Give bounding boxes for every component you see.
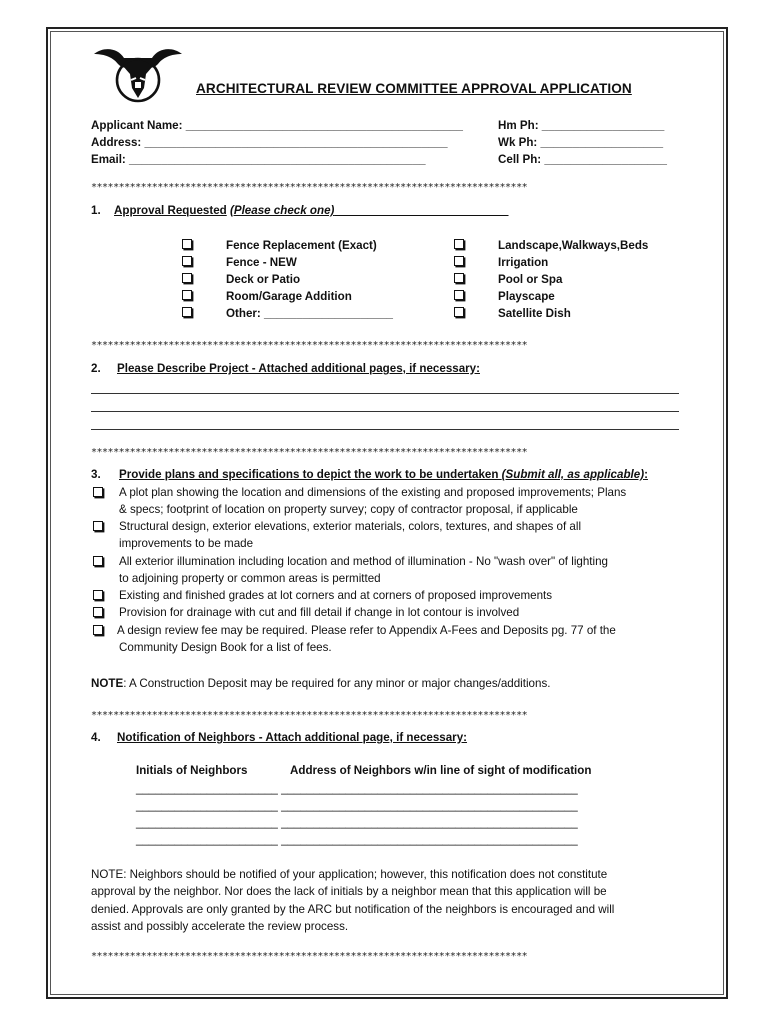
requirement-line: Existing and finished grades at lot corners and at corners of proposed improvements	[119, 589, 553, 602]
option-label: Landscape,Walkways,Beds	[498, 239, 649, 252]
requirement-line: to adjoining property or common areas is permitted	[119, 572, 381, 585]
checkbox-pool-spa[interactable]	[454, 273, 464, 283]
section3-heading: Provide plans and specifications to depict the work to be undertaken	[119, 468, 502, 481]
option-label: Irrigation	[498, 256, 549, 269]
option-label: Fence Replacement (Exact)	[226, 239, 377, 252]
checkbox-design-review-fee[interactable]	[93, 625, 103, 635]
requirement-line: Community Design Book for a list of fees.	[119, 641, 332, 654]
checkbox-fence-new[interactable]	[182, 256, 192, 266]
separator-stars: *******************************************************************************	[91, 447, 528, 458]
neighbors-note-line: denied. Approvals are only granted by the ARC but notification of the neighbors is encouraged and will	[91, 903, 615, 916]
section4-heading: Notification of Neighbors - Attach additional page, if necessary:	[117, 731, 468, 744]
separator-stars: *******************************************************************************	[91, 951, 528, 962]
construction-deposit-note	[91, 675, 550, 692]
separator-stars: *******************************************************************************	[91, 710, 528, 721]
note-text: : A Construction Deposit may be required for any minor or major changes/additions.	[123, 677, 551, 690]
checkbox-exterior-illumination[interactable]	[93, 556, 103, 566]
checkbox-grades[interactable]	[93, 590, 103, 600]
project-description-line[interactable]	[91, 429, 679, 430]
section1-number: 1.	[91, 204, 101, 217]
neighbor-row[interactable]: ______________________ ______________________________________________	[136, 833, 578, 846]
section3-heading-colon: :	[644, 468, 648, 481]
checkbox-drainage[interactable]	[93, 607, 103, 617]
applicant-name-field[interactable]: Applicant Name: ___________________________________________	[91, 119, 463, 132]
cell-phone-field[interactable]: Cell Ph: ___________________	[498, 153, 667, 166]
section1-heading-row	[114, 202, 508, 219]
neighbors-note-line: approval by the neighbor. Nor does the lack of initials by a neighbor mean that this application will be	[91, 885, 607, 898]
page-title: ARCHITECTURAL REVIEW COMMITTEE APPROVAL APPLICATION	[196, 81, 632, 96]
checkbox-structural-design[interactable]	[93, 521, 103, 531]
email-field[interactable]: Email: ______________________________________________	[91, 153, 426, 166]
option-label: Pool or Spa	[498, 273, 563, 286]
section3-heading-row	[119, 466, 648, 483]
checkbox-other[interactable]	[182, 307, 192, 317]
neighbor-row[interactable]: ______________________ ______________________________________________	[136, 799, 578, 812]
requirement-line: improvements to be made	[119, 537, 254, 550]
separator-stars: *******************************************************************************	[91, 340, 528, 351]
home-phone-field[interactable]: Hm Ph: ___________________	[498, 119, 665, 132]
requirement-line: & specs; footprint of location on property survey; copy of contractor proposal, if applicable	[119, 503, 578, 516]
neighbors-address-header: Address of Neighbors w/in line of sight of modification	[290, 764, 592, 777]
checkbox-irrigation[interactable]	[454, 256, 464, 266]
requirement-line: A plot plan showing the location and dimensions of the existing and proposed improvements; Plans	[119, 486, 627, 499]
option-label: Satellite Dish	[498, 307, 571, 320]
address-field[interactable]: Address: _______________________________________________	[91, 136, 448, 149]
section1-heading-note: (Please check one)	[229, 204, 335, 217]
neighbors-note-line: NOTE: Neighbors should be notified of your application; however, this notification does not constitute	[91, 868, 608, 881]
section2-heading: Please Describe Project - Attached additional pages, if necessary:	[117, 362, 480, 375]
checkbox-plot-plan[interactable]	[93, 487, 103, 497]
checkbox-fence-replacement[interactable]	[182, 239, 192, 249]
section3-number: 3.	[91, 468, 101, 481]
project-description-line[interactable]	[91, 411, 679, 412]
longhorn-logo-icon	[90, 44, 186, 104]
option-label: Fence - NEW	[226, 256, 297, 269]
note-label: NOTE	[91, 677, 124, 690]
option-label-other[interactable]: Other: ____________________	[226, 307, 393, 320]
section4-number: 4.	[91, 731, 101, 744]
project-description-line[interactable]	[91, 393, 679, 394]
checkbox-deck-patio[interactable]	[182, 273, 192, 283]
neighbors-note-line: assist and possibly accelerate the review process.	[91, 920, 349, 933]
checkbox-landscape[interactable]	[454, 239, 464, 249]
section3-heading-note: (Submit all, as applicable)	[501, 468, 645, 481]
checkbox-playscape[interactable]	[454, 290, 464, 300]
work-phone-field[interactable]: Wk Ph: ___________________	[498, 136, 664, 149]
checkbox-satellite-dish[interactable]	[454, 307, 464, 317]
requirement-line: All exterior illumination including location and method of illumination - No "wash over" of lighting	[119, 555, 608, 568]
section1-heading: Approval Requested	[114, 204, 227, 217]
section1-heading-blank: ___________________________	[334, 204, 509, 217]
section2-number: 2.	[91, 362, 101, 375]
separator-stars: *******************************************************************************	[91, 182, 528, 193]
option-label: Room/Garage Addition	[226, 290, 352, 303]
checkbox-room-garage[interactable]	[182, 290, 192, 300]
neighbor-row[interactable]: ______________________ ______________________________________________	[136, 782, 578, 795]
requirement-line: A design review fee may be required. Please refer to Appendix A-Fees and Deposits pg. 77 of the	[117, 624, 616, 637]
requirement-line: Provision for drainage with cut and fill detail if change in lot contour is involved	[119, 606, 520, 619]
requirement-line: Structural design, exterior elevations, exterior materials, colors, textures, and shapes of all	[119, 520, 582, 533]
neighbor-row[interactable]: ______________________ ______________________________________________	[136, 816, 578, 829]
option-label: Deck or Patio	[226, 273, 301, 286]
option-label: Playscape	[498, 290, 555, 303]
neighbors-initials-header: Initials of Neighbors	[136, 764, 248, 777]
